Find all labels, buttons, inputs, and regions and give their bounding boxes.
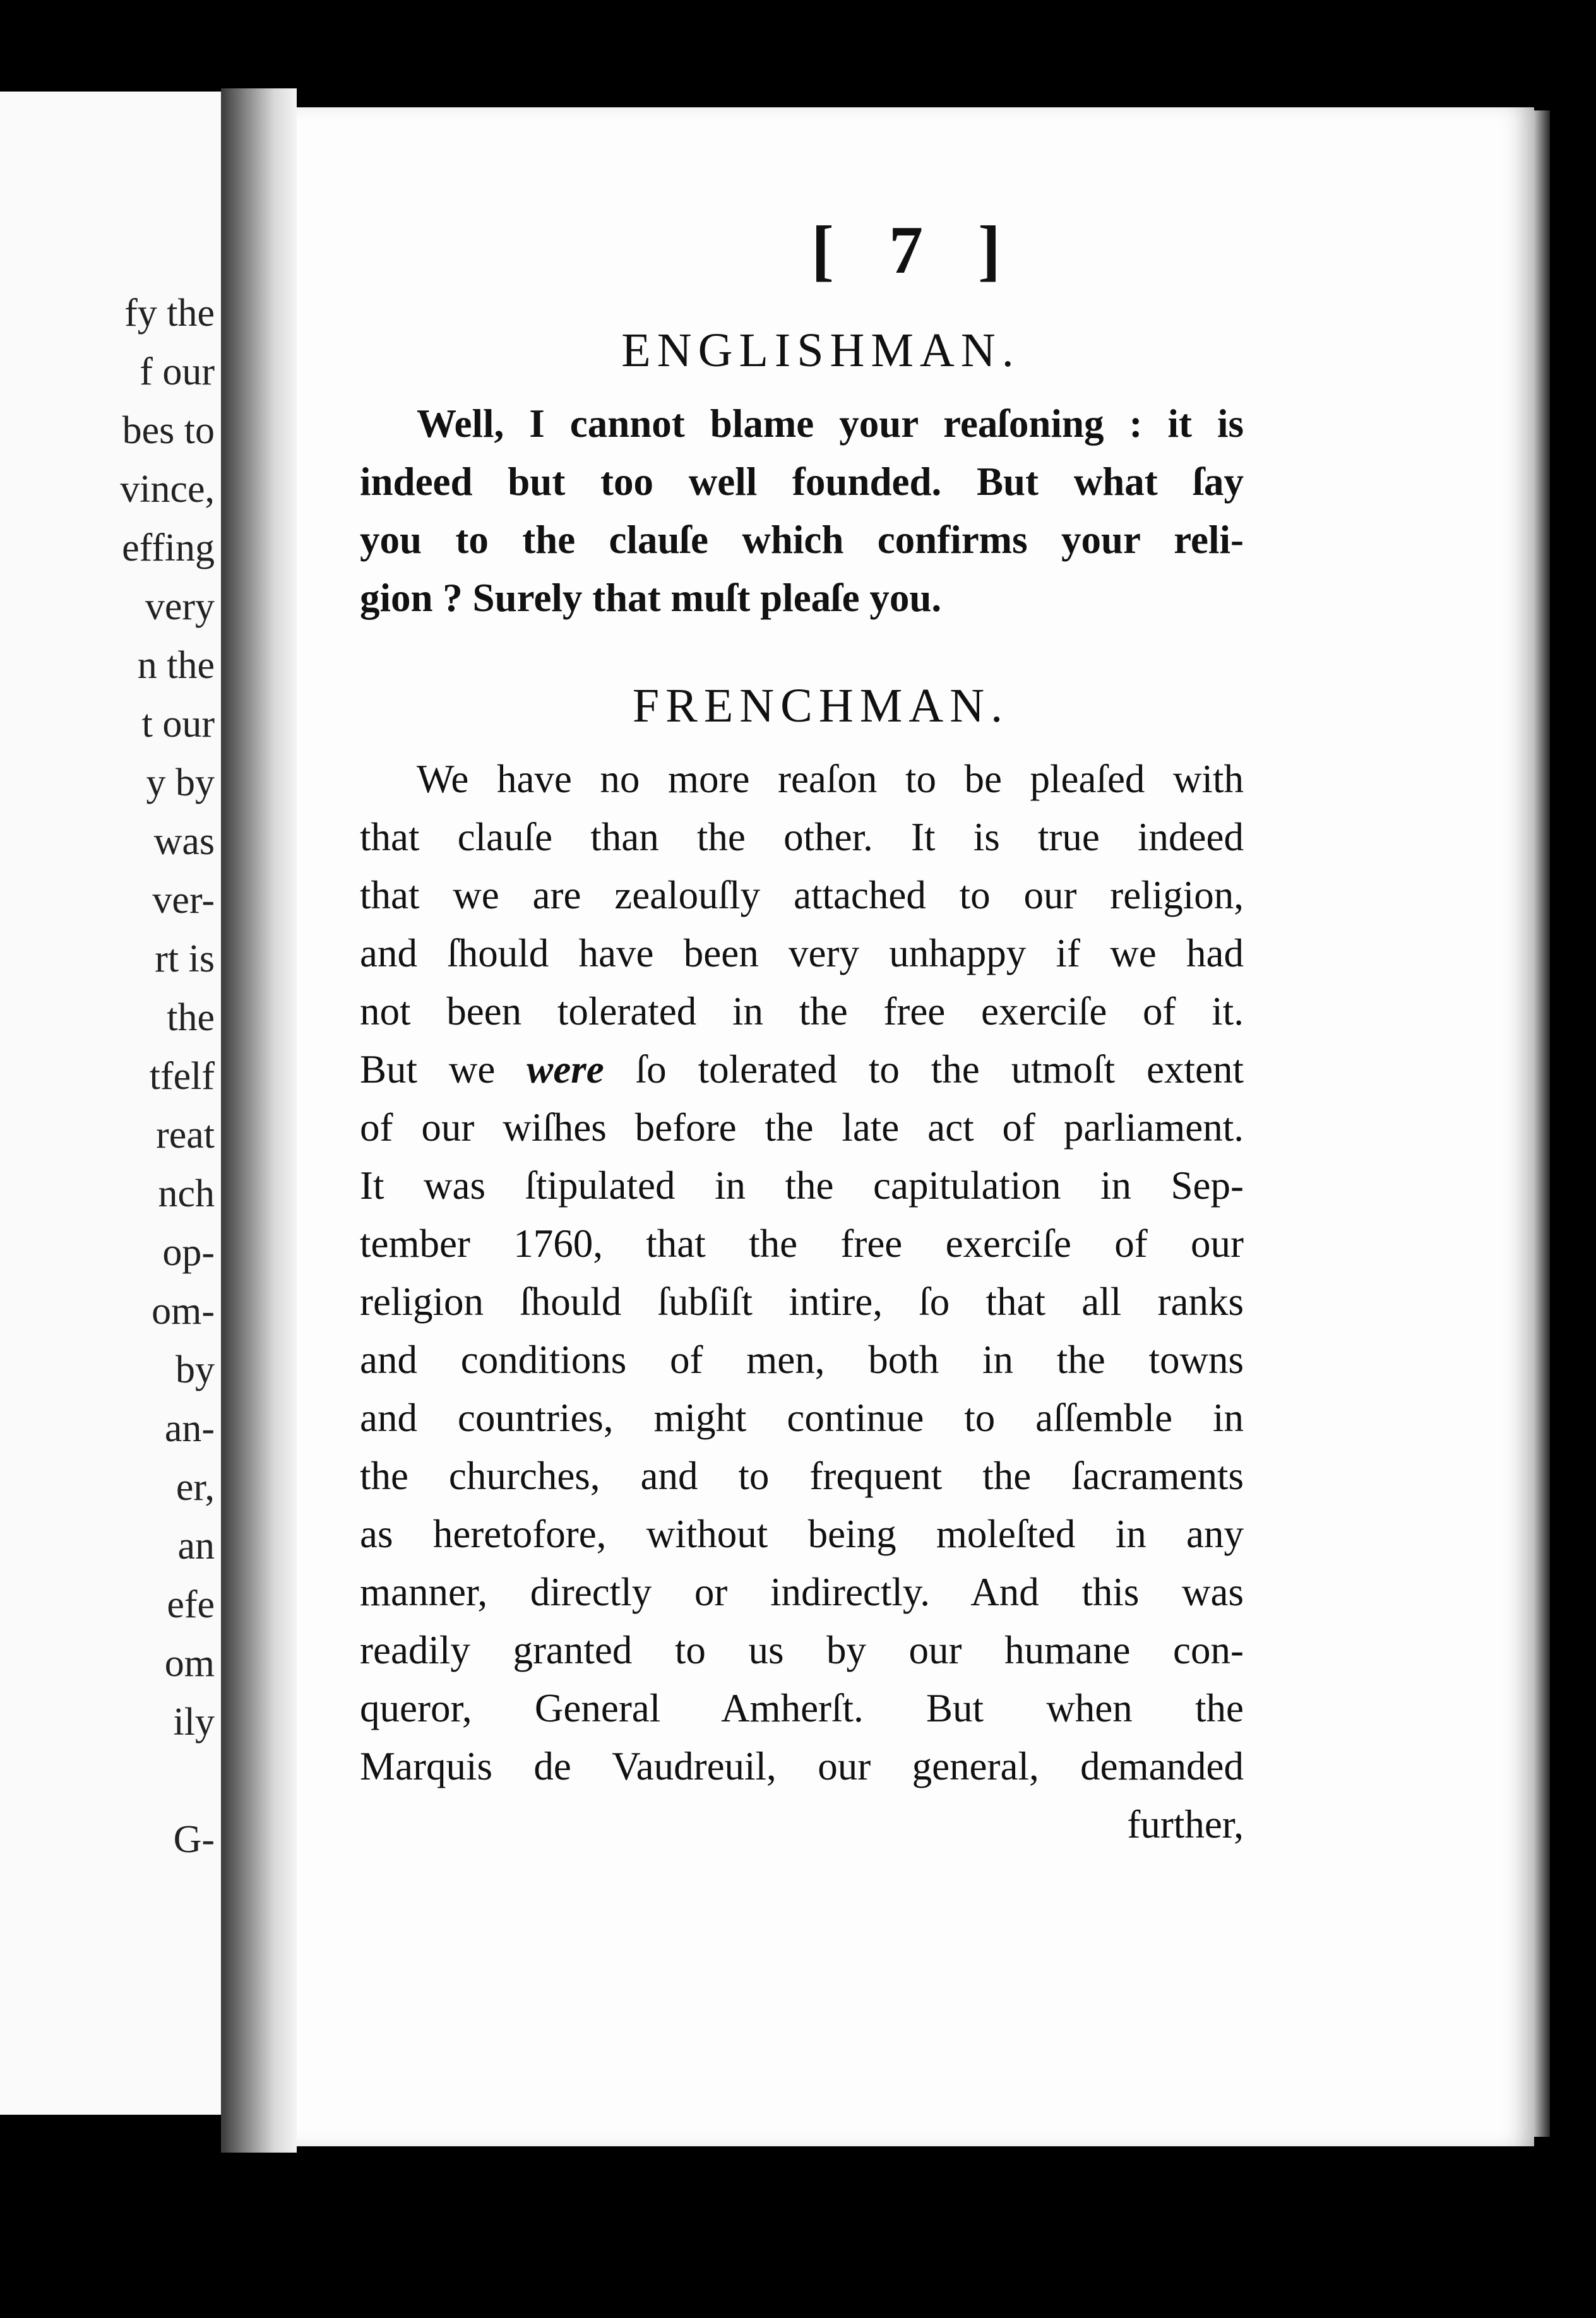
facing-line: op- (162, 1231, 215, 1274)
text-line: queror, General Amherſt. But when the (360, 1686, 1244, 1730)
facing-line: t our (141, 703, 215, 746)
facing-line: by (176, 1348, 215, 1391)
text-line: as heretofore, without being moleſted in any (360, 1512, 1244, 1556)
text-line: tember 1760, that the free exerciſe of our (360, 1221, 1244, 1266)
text-line: the churches, and to frequent the ſacraments (360, 1454, 1244, 1498)
facing-line: fy the (124, 292, 215, 335)
facing-line: reat (156, 1114, 215, 1156)
text-line: We have no more reaſon to be pleaſed with (417, 757, 1244, 801)
page-body (360, 316, 1244, 1853)
page-edge-shadow (1534, 110, 1550, 2137)
facing-line: efe (167, 1583, 215, 1626)
facing-line: n the (137, 644, 215, 687)
facing-page-text (6, 284, 215, 1869)
facing-page (0, 92, 221, 2115)
text-line: Marquis de Vaudreuil, our general, demanded (360, 1744, 1244, 1788)
text-line: that clauſe than the other. It is true indeed (360, 815, 1244, 859)
text-fragment: But we (360, 1047, 496, 1091)
text-line: and countries, might continue to aſſemble in (360, 1396, 1244, 1440)
page-number: [ 7 ] (811, 213, 1020, 288)
facing-line: om (164, 1642, 215, 1685)
facing-line: effing (122, 526, 215, 569)
text-line: of our wiſhes before the late act of parliament. (360, 1105, 1244, 1150)
facing-line: G- (173, 1818, 215, 1861)
frenchman-paragraph (360, 750, 1244, 1853)
facing-line: the (167, 996, 215, 1039)
book-gutter (221, 88, 297, 2153)
facing-line: ver- (152, 879, 215, 922)
book-page (297, 107, 1534, 2146)
text-line-with-italic (360, 1040, 1244, 1098)
text-line: you to the clauſe which confirms your reli- (360, 518, 1244, 562)
text-line: and ſhould have been very unhappy if we had (360, 931, 1244, 975)
text-line: gion ? Surely that muſt pleaſe you. (360, 576, 942, 620)
facing-line: nch (158, 1172, 215, 1215)
facing-line: an (177, 1525, 215, 1567)
text-line: and conditions of men, both in the towns (360, 1338, 1244, 1382)
facing-line: was (153, 820, 215, 863)
facing-line: very (145, 585, 215, 628)
text-line: not been tolerated in the free exerciſe of it. (360, 989, 1244, 1033)
facing-line: y by (146, 761, 215, 804)
text-line: Well, I cannot blame your reaſoning : it is (417, 401, 1244, 446)
facing-line (6, 1752, 215, 1810)
text-line: indeed but too well founded. But what ſay (360, 460, 1244, 504)
text-line: It was ſtipulated in the capitulation in Sep- (360, 1163, 1244, 1208)
text-line: manner, directly or indirectly. And this was (360, 1570, 1244, 1614)
text-line: religion ſhould ſubſiſt intire, ſo that all ranks (360, 1280, 1244, 1324)
text-line: that we are zealouſly attached to our religion, (360, 873, 1244, 917)
facing-line: f our (140, 350, 215, 393)
text-line: readily granted to us by our humane con- (360, 1628, 1244, 1672)
speaker-heading-englishman: ENGLISHMAN. (621, 324, 1020, 377)
catchword: further, (1127, 1802, 1244, 1846)
facing-line: om- (152, 1290, 215, 1333)
facing-line: er, (176, 1466, 215, 1509)
facing-line: bes to (122, 409, 215, 452)
facing-line: an- (164, 1407, 215, 1450)
italic-word: were (527, 1047, 604, 1091)
speaker-heading-frenchman: FRENCHMAN. (632, 679, 1009, 732)
englishman-paragraph (360, 395, 1244, 627)
facing-line: vince, (120, 468, 215, 511)
facing-line: ily (173, 1701, 215, 1744)
text-fragment: ſo tolerated to the utmoſt extent (635, 1047, 1244, 1091)
facing-line: tfelf (149, 1055, 215, 1098)
facing-line: rt is (155, 937, 215, 980)
